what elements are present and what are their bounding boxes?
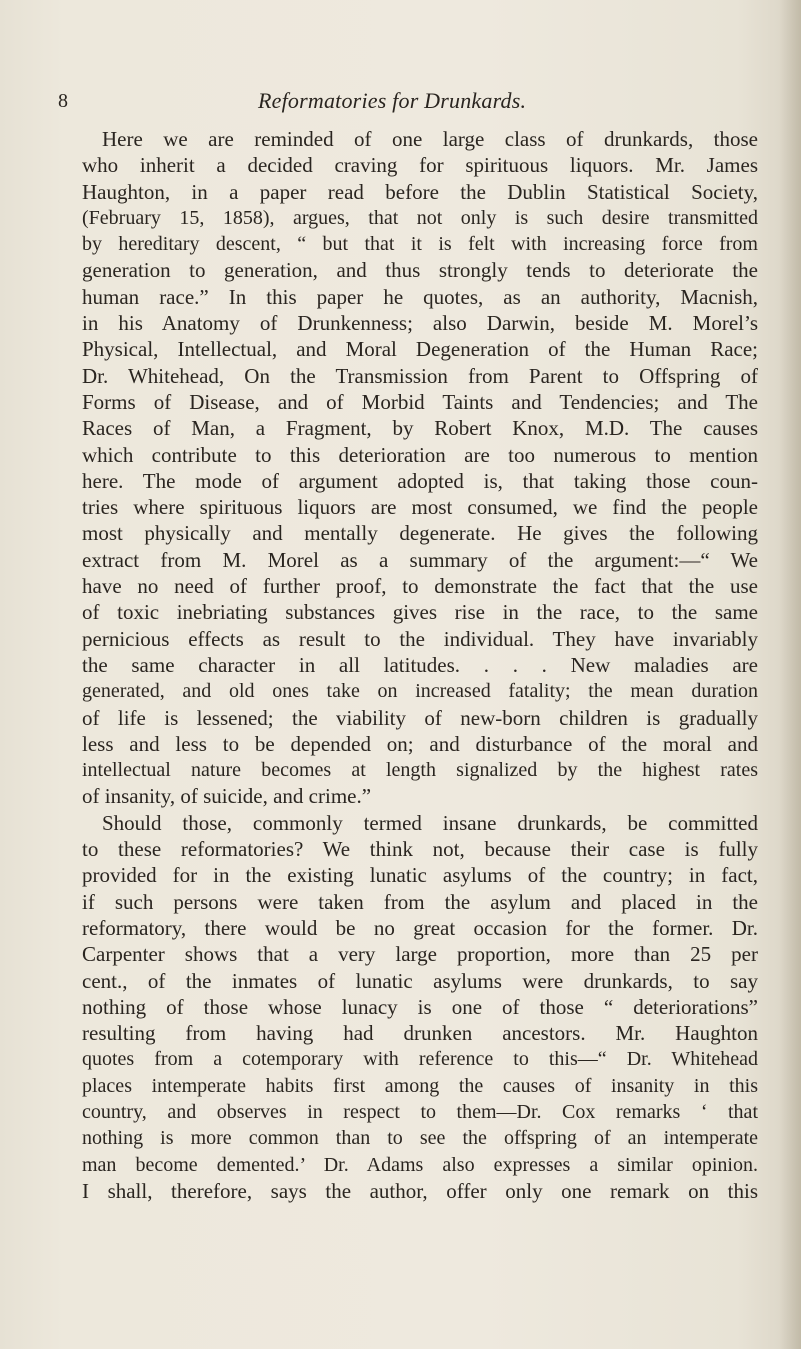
text-line: here. The mode of argument adopted is, that taking those coun- bbox=[82, 468, 758, 493]
text-line: to these reformatories? We think not, because their case is fully bbox=[82, 837, 758, 862]
text-line: in his Anatomy of Drunkenness; also Darwin, beside M. Morel’s bbox=[82, 311, 758, 336]
text-line: have no need of further proof, to demonstrate the fact that the use bbox=[82, 574, 758, 599]
text-line: which contribute to this deterioration are too numerous to mention bbox=[82, 442, 758, 467]
text-line: Carpenter shows that a very large proportion, more than 25 per bbox=[82, 942, 758, 967]
text-line: the same character in all latitudes. . . . New maladies are bbox=[82, 652, 758, 677]
text-line: Should those, commonly termed insane drunkards, be committed bbox=[102, 810, 758, 835]
text-line: of insanity, of suicide, and crime.” bbox=[82, 784, 372, 809]
text-line: Physical, Intellectual, and Moral Degeneration of the Human Race; bbox=[82, 337, 758, 362]
text-line: provided for in the existing lunatic asylums of the country; in fact, bbox=[82, 863, 758, 888]
text-line: less and less to be depended on; and disturbance of the moral and bbox=[82, 731, 758, 756]
text-line: pernicious effects as result to the individual. They have invariably bbox=[82, 626, 758, 651]
text-line: by hereditary descent, “ but that it is felt with increasing force from bbox=[82, 233, 758, 256]
text-line: generated, and old ones take on increased fatality; the mean duration bbox=[82, 680, 758, 703]
text-line: quotes from a cotemporary with reference to this—“ Dr. Whitehead bbox=[82, 1048, 758, 1071]
text-line: most physically and mentally degenerate. He gives the following bbox=[82, 521, 758, 546]
page-edge-shadow bbox=[779, 0, 801, 1349]
text-line: intellectual nature becomes at length signalized by the highest rates bbox=[82, 759, 758, 782]
text-line: cent., of the inmates of lunatic asylums were drunkards, to say bbox=[82, 968, 758, 993]
text-line: Dr. Whitehead, On the Transmission from Parent to Offspring of bbox=[82, 363, 758, 388]
text-line: nothing of those whose lunacy is one of those “ deteriorations” bbox=[82, 994, 758, 1019]
text-line: Forms of Disease, and of Morbid Taints and Tendencies; and The bbox=[82, 389, 758, 414]
text-line: tries where spirituous liquors are most consumed, we find the people bbox=[82, 495, 758, 520]
text-line: of life is lessened; the viability of new-born children is gradually bbox=[82, 705, 758, 730]
text-line: who inherit a decided craving for spirituous liquors. Mr. James bbox=[82, 153, 758, 178]
text-line: resulting from having had drunken ancestors. Mr. Haughton bbox=[82, 1021, 758, 1046]
text-line: country, and observes in respect to them—Dr. Cox remarks ‘ that bbox=[82, 1100, 758, 1123]
text-line: Haughton, in a paper read before the Dublin Statistical Society, bbox=[82, 179, 758, 204]
text-line: generation to generation, and thus strongly tends to deteriorate the bbox=[82, 258, 758, 283]
running-head bbox=[0, 83, 801, 119]
body-text bbox=[82, 126, 758, 1204]
text-line: nothing is more common than to see the offspring of an intemperate bbox=[82, 1127, 758, 1150]
text-line: reformatory, there would be no great occasion for the former. Dr. bbox=[82, 915, 758, 940]
text-line: I shall, therefore, says the author, offer only one remark on this bbox=[82, 1178, 758, 1203]
text-line: if such persons were taken from the asylum and placed in the bbox=[82, 889, 758, 914]
running-title: Reformatories for Drunkards. bbox=[258, 88, 527, 113]
text-line: Races of Man, a Fragment, by Robert Knox, M.D. The causes bbox=[82, 416, 758, 441]
text-line: human race.” In this paper he quotes, as an authority, Macnish, bbox=[82, 284, 758, 309]
text-line: extract from M. Morel as a summary of the argument:—“ We bbox=[82, 547, 758, 572]
text-line: places intemperate habits first among the causes of insanity in this bbox=[82, 1074, 758, 1097]
text-line: (February 15, 1858), argues, that not only is such desire transmitted bbox=[82, 206, 758, 229]
page-number: 8 bbox=[58, 90, 68, 112]
text-line: man become demented.’ Dr. Adams also expresses a similar opinion. bbox=[82, 1153, 758, 1176]
text-line: of toxic inebriating substances gives rise in the race, to the same bbox=[82, 600, 758, 625]
text-line: Here we are reminded of one large class of drunkards, those bbox=[102, 127, 758, 151]
